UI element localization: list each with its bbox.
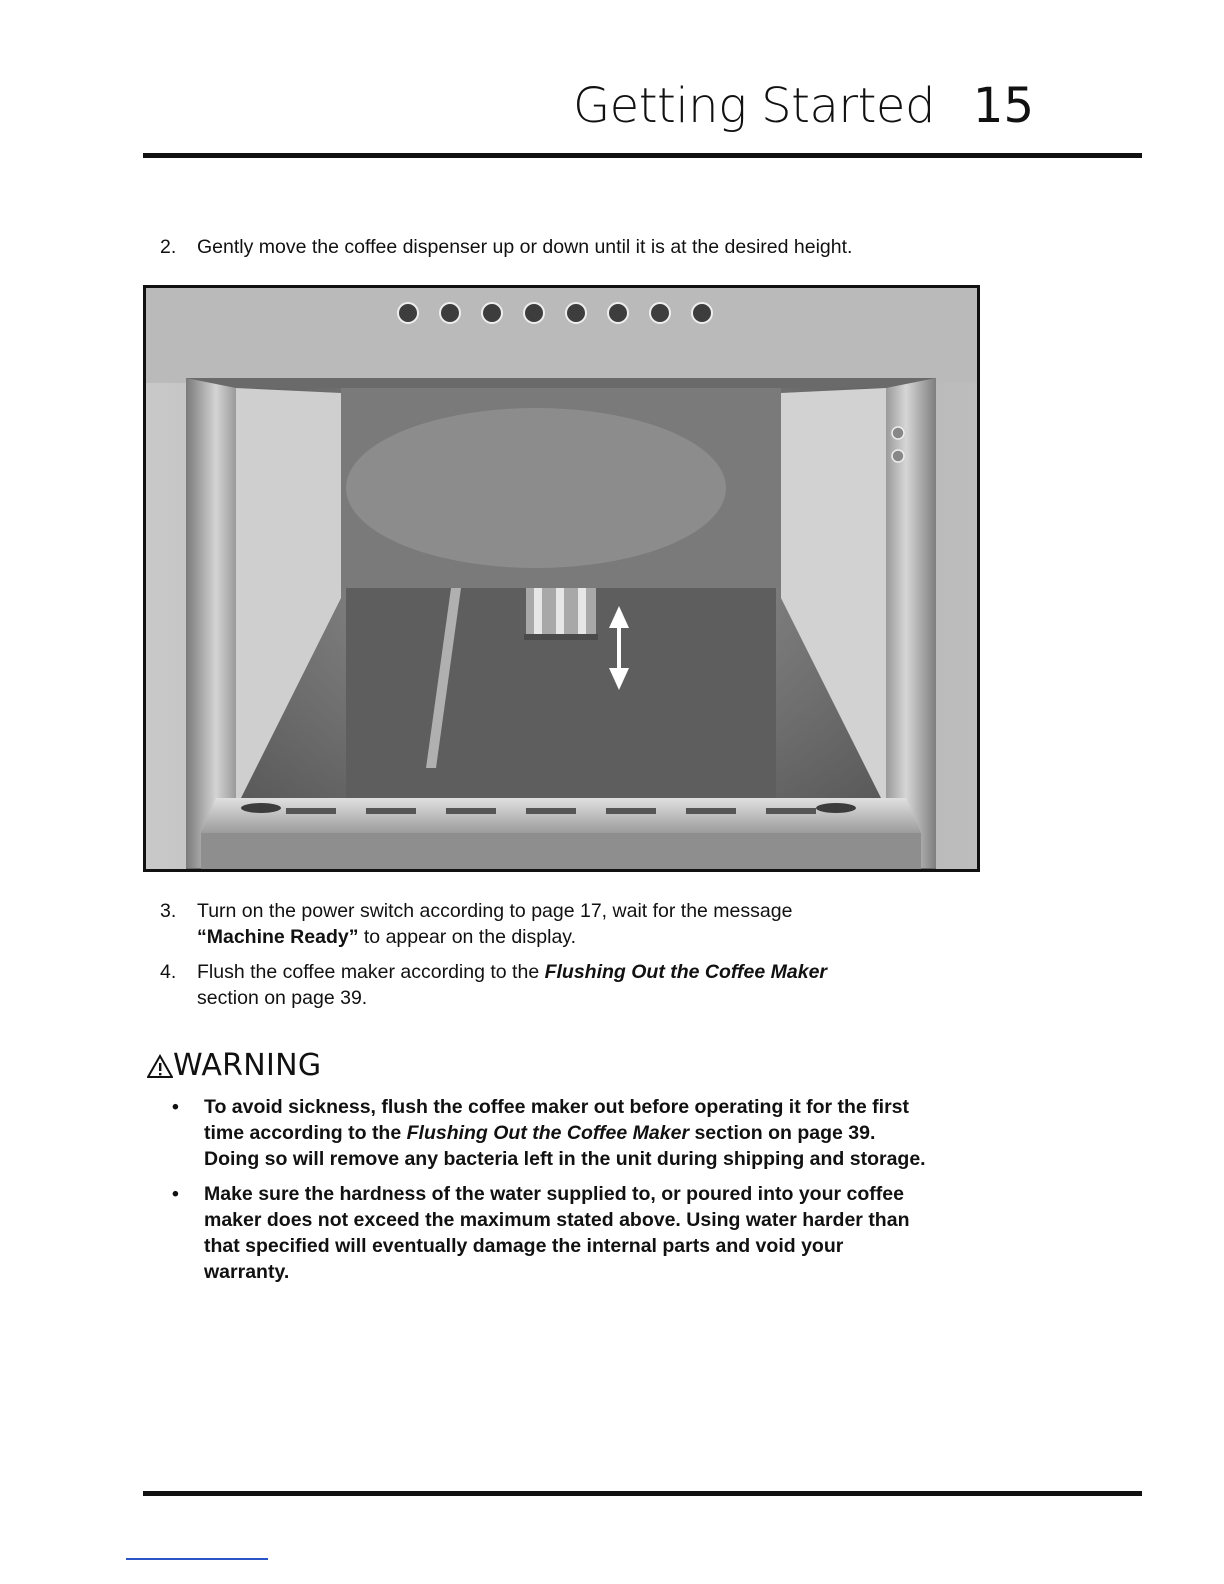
step-number: 2. (160, 236, 177, 258)
footer-link-line (126, 1558, 268, 1560)
warning-heading (147, 1048, 321, 1083)
page-title: Getting Started (572, 78, 935, 134)
step-number: 3. (160, 900, 177, 922)
photo-illustration (146, 288, 977, 869)
warning-list (168, 1094, 928, 1294)
list-item: • To avoid sickness, flush the coffee maker out before operating it for the first time according to the Flushing Out the Coffee Maker section on page 39. Doing so will remove any bacteria left in the unit during shipping and storage. (172, 1096, 926, 1170)
step-2 (160, 234, 940, 260)
footer-rule (143, 1491, 1142, 1496)
page-header (573, 78, 1034, 134)
header-rule (143, 153, 1142, 158)
warning-title: WARNING (173, 1048, 322, 1083)
step-number: 4. (160, 961, 177, 983)
bullet-icon: • (172, 1183, 179, 1205)
machine-ready-message: “Machine Ready” (197, 926, 359, 948)
dispenser-spouts (524, 588, 598, 640)
coffee-dispenser-photo (143, 285, 980, 872)
list-item: • Make sure the hardness of the water supplied to, or poured into your coffee maker does not exceed the maximum stated above. Using water harder than that specified will eventually damage the internal parts and void your warranty. (172, 1183, 910, 1283)
step-4 (160, 959, 940, 1011)
section-reference: Flushing Out the Coffee Maker (544, 961, 828, 983)
section-reference: Flushing Out the Coffee Maker (406, 1122, 690, 1144)
bullet-icon: • (172, 1096, 179, 1118)
warning-triangle-icon (147, 1054, 173, 1078)
step-text: Gently move the coffee dispenser up or down until it is at the desired height. (197, 236, 853, 258)
drip-tray (201, 798, 921, 869)
step-text: Flush the coffee maker according to the Flushing Out the Coffee Maker section on page 39. (197, 961, 828, 1009)
step-3 (160, 898, 940, 950)
page-number: 15 (972, 78, 1034, 134)
step-text: Turn on the power switch according to page 17, wait for the message “Machine Ready” to appear on the display. (197, 900, 793, 948)
